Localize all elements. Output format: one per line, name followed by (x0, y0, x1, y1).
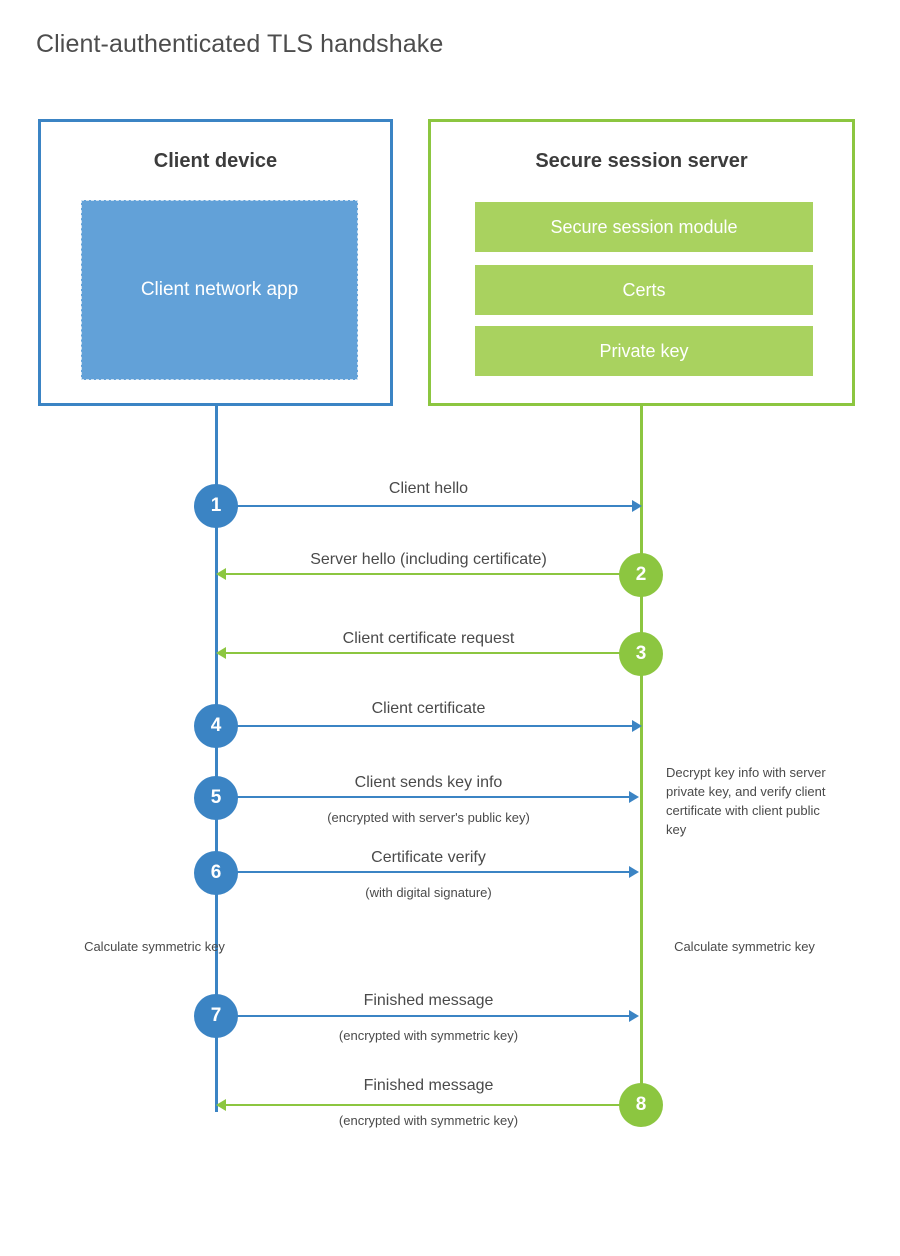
step-badge-6: 6 (194, 851, 238, 895)
label-step-8: Finished message (363, 1077, 494, 1094)
label-step-5: Client sends key info (354, 774, 503, 791)
step-badge-1: 1 (194, 484, 238, 528)
arrow-head-step-4 (632, 720, 642, 732)
arrow-step-6 (216, 871, 629, 873)
sublabel-step-8: (encrypted with symmetric key) (338, 1113, 519, 1128)
sublabel-step-5: (encrypted with server's public key) (327, 810, 530, 825)
note-server-calculate-symmetric-key: Calculate symmetric key (674, 939, 815, 954)
client-device-title: Client device (153, 150, 278, 172)
arrow-head-step-6 (629, 866, 639, 878)
label-step-6: Certificate verify (371, 849, 486, 866)
step-badge-4: 4 (194, 704, 238, 748)
step-badge-7: 7 (194, 994, 238, 1038)
arrow-step-8 (226, 1104, 640, 1106)
secure-session-server-title: Secure session server (535, 150, 748, 172)
arrow-step-1 (216, 505, 632, 507)
secure-session-server-box (428, 119, 855, 406)
arrow-head-step-5 (629, 791, 639, 803)
arrow-step-3 (226, 652, 640, 654)
step-badge-8: 8 (619, 1083, 663, 1127)
arrow-step-2 (226, 573, 640, 575)
label-step-7: Finished message (363, 992, 494, 1009)
step-badge-5: 5 (194, 776, 238, 820)
arrow-step-7 (216, 1015, 629, 1017)
arrow-step-5 (216, 796, 629, 798)
label-step-2: Server hello (including certificate) (310, 551, 547, 568)
arrow-head-step-1 (632, 500, 642, 512)
client-device-box (38, 119, 393, 406)
arrow-head-step-7 (629, 1010, 639, 1022)
label-step-1: Client hello (388, 480, 469, 497)
server-component-certs: Certs (475, 265, 813, 315)
sublabel-step-7: (encrypted with symmetric key) (338, 1028, 519, 1043)
arrow-step-4 (216, 725, 632, 727)
arrow-head-step-8 (216, 1099, 226, 1111)
note-server-decrypt: Decrypt key info with server private key, and verify client certificate with client public key (666, 765, 826, 837)
label-step-3: Client certificate request (342, 630, 515, 647)
arrow-head-step-2 (216, 568, 226, 580)
label-step-4: Client certificate (371, 700, 486, 717)
page-title: Client-authenticated TLS handshake (36, 30, 444, 58)
step-badge-3: 3 (619, 632, 663, 676)
sublabel-step-6: (with digital signature) (365, 885, 492, 900)
server-component-private-key: Private key (475, 326, 813, 376)
note-client-calculate-symmetric-key: Calculate symmetric key (84, 939, 225, 954)
client-network-app: Client network app (81, 200, 358, 380)
step-badge-2: 2 (619, 553, 663, 597)
server-component-secure-session-module: Secure session module (475, 202, 813, 252)
arrow-head-step-3 (216, 647, 226, 659)
